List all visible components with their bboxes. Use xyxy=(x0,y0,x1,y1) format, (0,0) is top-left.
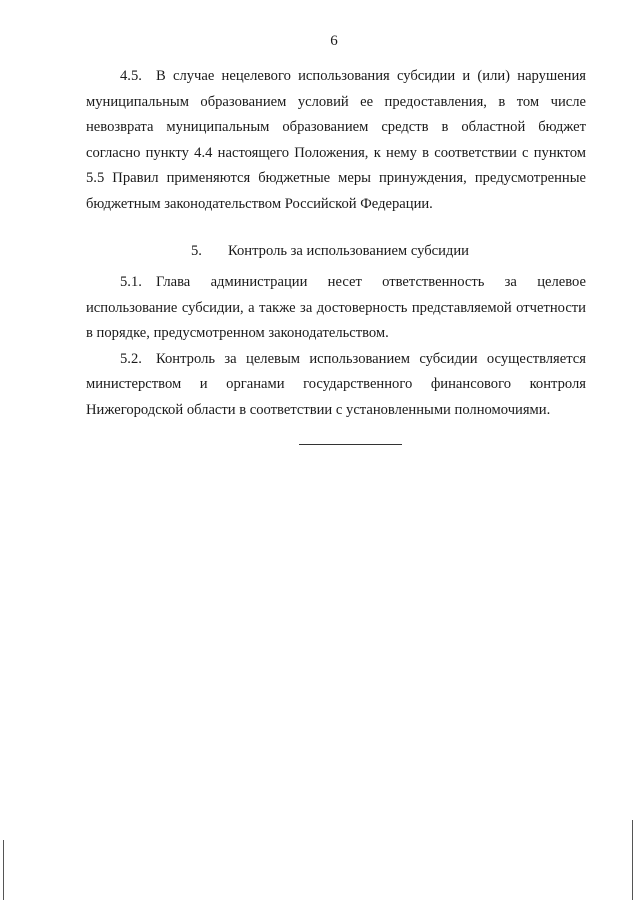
paragraph-text: Глава администрации несет ответственность за целевое использование субсидии, а также за достоверность представляемой отчетности в порядке, предусмотренном законодательством. xyxy=(86,274,586,342)
scan-artifact xyxy=(3,840,4,900)
paragraph-4-5 xyxy=(86,64,586,218)
paragraph-number: 4.5. xyxy=(120,68,142,84)
paragraph-text: Контроль за целевым использованием субсидии осуществляется министерством и органами государственного финансового контроля Нижегородской области в соответствии с установленными полномочиями. xyxy=(86,350,586,418)
section-number: 5. xyxy=(191,243,202,259)
paragraph-number: 5.2. xyxy=(120,350,142,367)
scan-artifact xyxy=(632,820,633,900)
end-divider xyxy=(299,444,402,445)
paragraph-5-2 xyxy=(86,347,586,424)
paragraph-text: В случае нецелевого использования субсидии и (или) нарушения муниципальным образованием условий ее предоставления, в том числе невозврата муниципальным образованием средств в областной бюджет согласно пункту 4.4 настоящего Положения, к нему в соответствии с пунктом 5.5 Правил применяются бюджетные меры принуждения, предусмотренные бюджетным законодательством Российской Федерации. xyxy=(86,68,586,212)
paragraph-5-1 xyxy=(86,270,586,347)
page-number: 6 xyxy=(330,33,338,49)
section-title: Контроль за использованием субсидии xyxy=(228,243,469,259)
paragraph-number: 5.1. xyxy=(120,274,142,290)
section-5-body xyxy=(86,270,586,424)
